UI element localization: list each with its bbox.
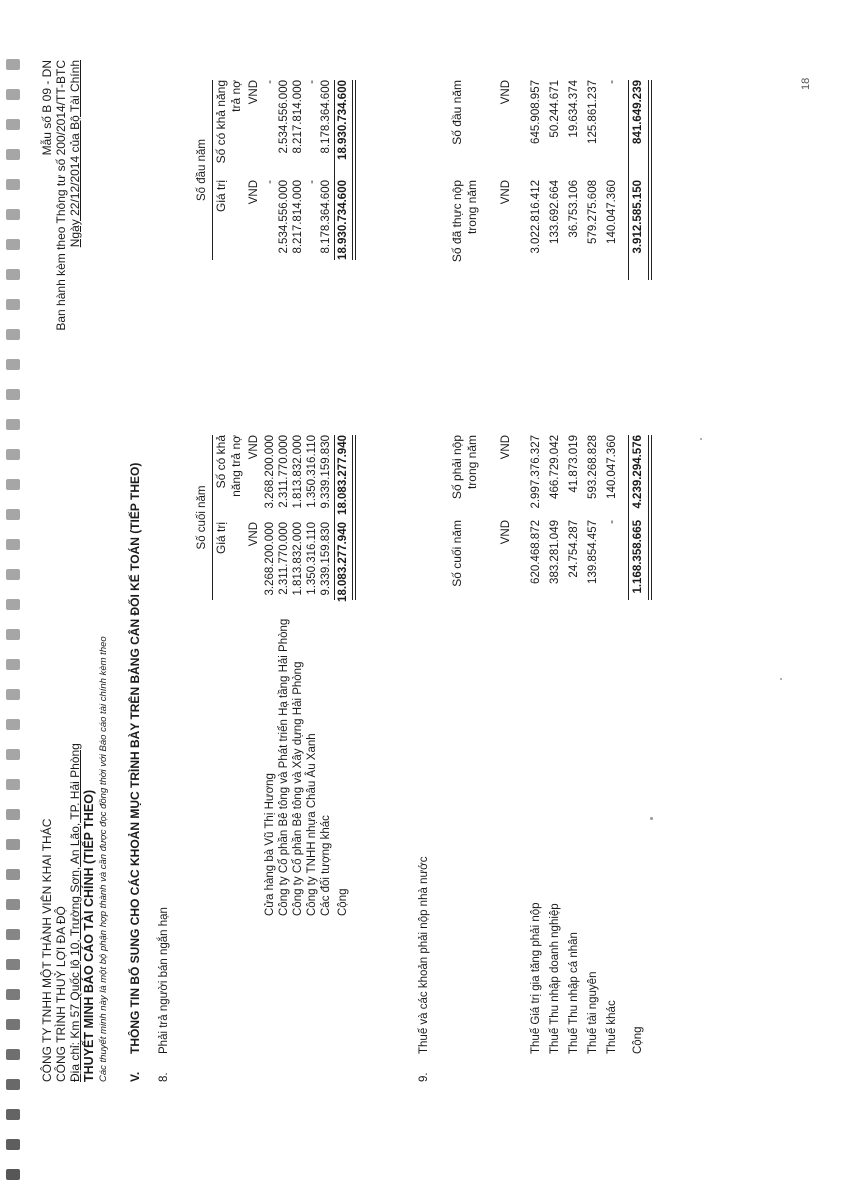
s8-unit-begin-value: VND [248,180,260,205]
s9-unit-paid: VND [500,180,512,205]
s9-row-payable: 593.268.828 [587,435,599,499]
s9-col-paid: Số đã thực nộp trong năm [450,180,479,263]
binding-hole [6,119,20,130]
s9-row-paid: 140.047.360 [606,180,618,244]
s9-col-payable: Số phải nộp trong năm [450,435,479,500]
s8-row-begin-value: - [264,180,276,184]
s9-row-label: Thuế Giá trị gia tăng phải nộp [530,902,542,1054]
s8-row-label: Công ty Cổ phần Bê tông và Phát triển Hạ tầng Hải Phòng [278,618,290,916]
binding-hole [6,809,20,820]
s8-row-label: Cửa hàng bà Vũ Thị Hương [264,773,276,916]
binding-hole [6,239,20,250]
s9-row-begin: 50.244.671 [549,80,561,138]
s9-unit-end: VND [500,520,512,545]
circular-line2: Ngày 22/12/2014 của Bộ Tài Chính [68,60,82,248]
s9-row-paid: 3.022.816.412 [530,180,542,254]
binding-hole [6,569,20,580]
s8-col-end-value: Giá trị [214,522,228,555]
section-8-number: 8. [158,1072,170,1082]
binding-strip [0,0,30,1200]
s8-row-end-ability: 2.311.770.000 [278,435,290,508]
s8-total-top-rule [334,435,335,600]
s8-row-end-value: 3.268.200.000 [264,522,276,596]
binding-hole [6,719,20,730]
s9-row-end: 24.754.287 [568,520,580,578]
s9-row-end: 383.281.049 [549,520,561,584]
binding-hole [6,389,20,400]
s8-unit-end-ability: VND [248,435,260,460]
binding-hole [6,329,20,340]
section-8-title: Phải trả người bán ngắn hạn [158,907,170,1054]
s9-total-payable: 4.239.294.576 [632,435,644,509]
s9-total-paid: 3.912.585.150 [632,180,644,254]
s9-row-paid: 36.753.106 [568,180,580,238]
s9-unit-begin: VND [500,80,512,105]
s8-row-end-ability: 9.339.159.830 [320,435,332,509]
s8-group-end-rule [212,435,213,600]
section-v-title: THÔNG TIN BỔ SUNG CHO CÁC KHOẢN MỤC TRÌNH BÀY TRÊN BẢNG CÂN ĐỐI KẾ TOÁN (TIẾP THEO) [128,462,142,1054]
s9-row-payable: 41.873.019 [568,435,580,493]
section-9-number: 9. [418,1072,430,1082]
s8-row-end-value: 9.339.159.830 [320,522,332,596]
s8-row-end-ability: 1.813.832.000 [292,435,304,509]
s9-row-begin: 19.634.374 [568,80,580,138]
s9-row-begin: 125.861.237 [587,80,599,144]
s9-row-paid: 579.275.608 [587,180,599,244]
binding-hole [6,869,20,880]
s9-total-double-rule-right [648,80,652,280]
scan-speck [700,438,702,440]
binding-hole [6,299,20,310]
binding-hole [6,1169,20,1180]
s8-row-begin-value: 2.534.556.000 [278,180,290,254]
s8-row-end-value: 2.311.770.000 [278,522,290,595]
page-number: 18 [800,77,812,90]
binding-hole [6,1049,20,1060]
s8-col-begin-value: Giá trị [214,180,228,213]
binding-hole [6,509,20,520]
binding-hole [6,839,20,850]
binding-hole [6,269,20,280]
s9-row-payable: 2.997.376.327 [530,435,542,509]
binding-hole [6,779,20,790]
s9-row-label: Thuế khác [606,1000,618,1054]
company-name: CÔNG TY TNHH MỘT THÀNH VIÊN KHAI THÁC [40,818,54,1082]
binding-hole [6,209,20,220]
s8-row-begin-value: - [306,180,318,184]
binding-hole [6,599,20,610]
s8-row-label: Công ty TNHH nhựa Châu Âu Xanh [306,733,318,916]
binding-hole [6,449,20,460]
s9-unit-payable: VND [500,435,512,460]
s9-total-double-rule [648,435,652,600]
document-title: THUYẾT MINH BÁO CÁO TÀI CHÍNH (TIẾP THEO) [82,789,96,1082]
s8-total-end-ability: 18.083.277.940 [337,435,349,515]
s8-total-begin-value: 18.930.734.600 [337,180,349,260]
s9-total-end: 1.168.358.665 [632,520,644,594]
s8-row-begin-value: 8.178.364.600 [320,180,332,254]
s8-row-begin-ability: 8.217.814.000 [292,80,304,154]
s9-row-label: Thuế tài nguyên [587,971,599,1054]
s8-group-end: Số cuối năm [196,485,208,550]
binding-hole [6,1019,20,1030]
s8-row-begin-ability: - [264,80,276,84]
s9-col-end: Số cuối năm [450,520,464,587]
s8-unit-begin-ability: VND [248,80,260,105]
s8-row-label: Công ty Cổ phần Bê tông và Xây dựng Hải Phòng [292,661,304,916]
binding-hole [6,929,20,940]
scan-speck [780,678,782,680]
circular-line1: Ban hành kèm theo Thông tư số 200/2014/TT-BTC [54,60,68,331]
s9-row-payable: 140.047.360 [606,435,618,499]
s9-total-top-rule-right [628,80,629,280]
s9-row-end: 620.468.872 [530,520,542,584]
binding-hole [6,629,20,640]
s9-total-top-rule [628,435,629,600]
s9-row-end: - [606,520,618,524]
s8-row-begin-ability: 2.534.556.000 [278,80,290,154]
binding-hole [6,179,20,190]
s9-col-begin: Số đầu năm [450,80,464,145]
company-name-line2: CÔNG TRÌNH THUỶ LỢI ĐA ĐỘ [54,906,68,1082]
s8-row-begin-value: 8.217.814.000 [292,180,304,254]
s9-row-payable: 466.729.042 [549,435,561,499]
binding-hole [6,749,20,760]
s8-unit-end-value: VND [248,522,260,547]
binding-hole [6,659,20,670]
s8-total-double-rule [352,435,356,600]
s8-total-top-rule-begin [334,80,335,260]
s8-row-end-ability: 1.350.316.110 [306,435,318,508]
section-v-number: V. [128,1071,142,1082]
binding-hole [6,539,20,550]
s8-col-end-ability: Số có khả năng trả nợ [214,435,243,497]
s9-total-begin: 841.649.239 [632,80,644,144]
binding-hole [6,479,20,490]
binding-hole [6,689,20,700]
form-number-text: Mẫu số B 09 - DN [40,60,54,156]
binding-hole [6,149,20,160]
binding-hole [6,419,20,430]
s9-row-paid: 133.692.664 [549,180,561,244]
s8-total-begin-ability: 18.930.734.600 [337,80,349,160]
s9-row-label: Thuế Thu nhập cá nhân [568,932,580,1054]
binding-hole [6,1109,20,1120]
s8-row-begin-ability: 8.178.364.600 [320,80,332,154]
binding-hole [6,359,20,370]
s9-row-begin: 645.908.957 [530,80,542,144]
document-note: Các thuyết minh này là một bộ phận hợp thành và cần được đọc đồng thời với Báo cáo tài chính kèm theo [98,636,109,1082]
binding-hole [6,899,20,910]
s8-row-end-ability: 3.268.200.000 [264,435,276,509]
s8-total-label: Cộng [337,888,349,916]
s9-row-begin: - [606,80,618,84]
company-address: Địa chỉ: Km 57 Quốc lộ 10, Trường Sơn, An Lão, TP. Hải Phòng [68,743,82,1082]
s8-group-begin-rule [212,80,213,260]
s8-row-label: Các đối tượng khác [320,815,332,916]
s9-total-label: Cộng [632,1026,644,1054]
s8-row-end-value: 1.813.832.000 [292,522,304,596]
s9-row-end: 139.854.457 [587,520,599,584]
binding-hole [6,989,20,1000]
binding-hole [6,1079,20,1090]
s8-total-end-value: 18.083.277.940 [337,522,349,602]
s8-row-end-value: 1.350.316.110 [306,522,318,595]
scan-speck [650,817,653,820]
binding-hole [6,1139,20,1150]
s9-row-label: Thuế Thu nhập doanh nghiệp [549,903,561,1054]
s8-col-begin-ability: Số có khả năng trả nợ [214,80,243,164]
binding-hole [6,59,20,70]
s8-group-begin: Số đầu năm [196,139,208,202]
binding-hole [6,959,20,970]
section-9-title: Thuế và các khoản phải nộp nhà nước [418,856,430,1054]
binding-hole [6,89,20,100]
s8-total-double-rule-begin [352,80,356,260]
s8-row-begin-ability: - [306,80,318,84]
